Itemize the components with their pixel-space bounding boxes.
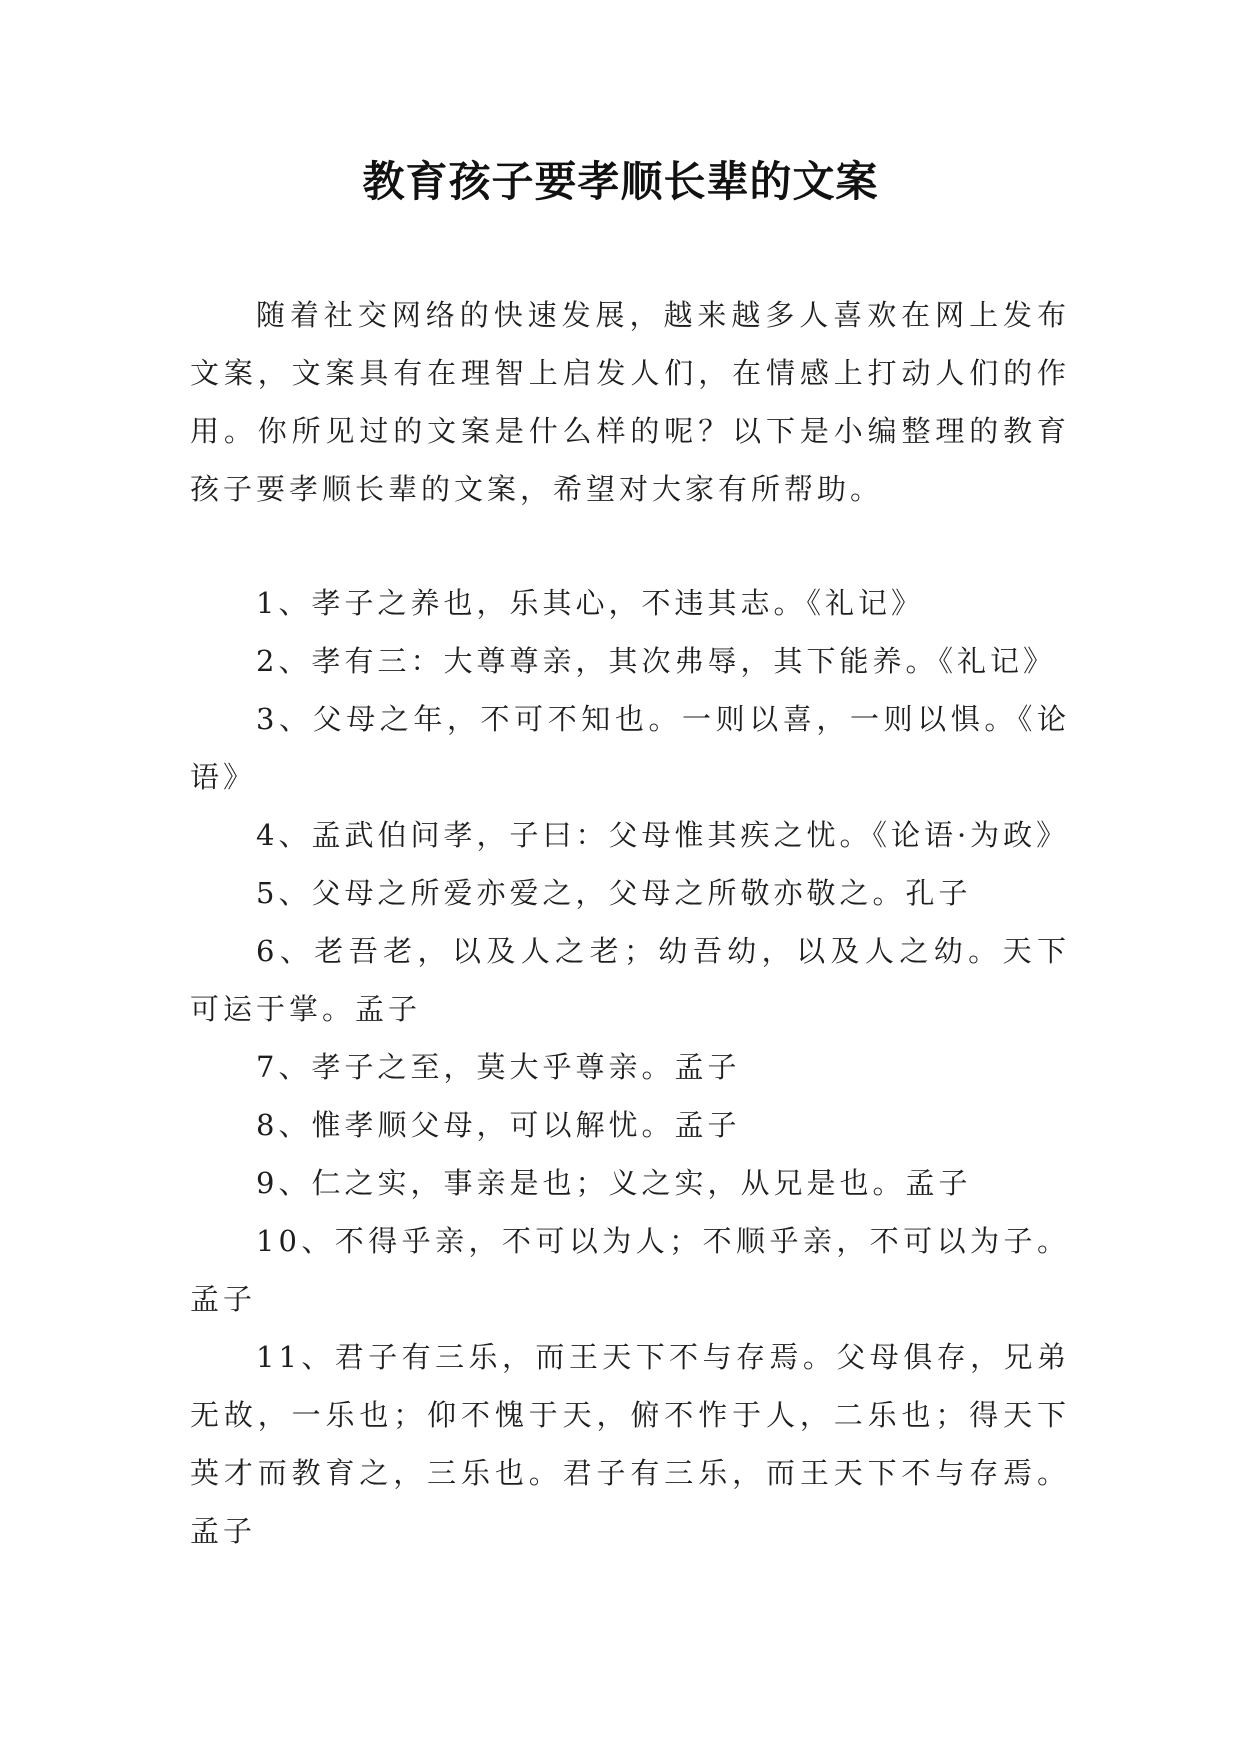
- intro-paragraph: 随着社交网络的快速发展，越来越多人喜欢在网上发布文案，文案具有在理智上启发人们，在情感上打动人们的作用。你所见过的文案是什么样的呢？以下是小编整理的教育孩子要孝顺长辈的文案，希望对大家有所帮助。: [190, 298, 1070, 506]
- quote-item-8: 8、惟孝顺父母，可以解忧。孟子: [256, 1108, 741, 1142]
- quote-item-5: 5、父母之所爱亦爱之，父母之所敬亦敬之。孔子: [256, 876, 972, 910]
- quote-item-3: 3、父母之年，不可不知也。一则以喜，一则以惧。《论语》: [190, 702, 1070, 794]
- quote-item-7: 7、孝子之至，莫大乎尊亲。孟子: [256, 1050, 741, 1084]
- intro-section: [190, 286, 1070, 518]
- quote-item-6: 6、老吾老，以及人之老；幼吾幼，以及人之幼。天下可运于掌。孟子: [190, 934, 1070, 1026]
- quote-item-11: 11、君子有三乐，而王天下不与存焉。父母俱存，兄弟无故，一乐也；仰不愧于天，俯不怍于人，二乐也；得天下英才而教育之，三乐也。君子有三乐，而王天下不与存焉。孟子: [190, 1340, 1070, 1548]
- document-title: 教育孩子要孝顺长辈的文案: [362, 157, 879, 206]
- quote-item-1: 1、孝子之养也，乐其心，不违其志。《礼记》: [256, 586, 924, 620]
- quote-item-9: 9、仁之实，事亲是也；义之实，从兄是也。孟子: [256, 1166, 972, 1200]
- quote-list: [190, 574, 1070, 1560]
- quote-item-10: 10、不得乎亲，不可以为人；不顺乎亲，不可以为子。孟子: [190, 1224, 1070, 1316]
- quote-item-4: 4、孟武伯问孝，子曰：父母惟其疾之忧。《论语·为政》: [256, 818, 1070, 852]
- quote-item-2: 2、孝有三：大尊尊亲，其次弗辱，其下能养。《礼记》: [256, 644, 1056, 678]
